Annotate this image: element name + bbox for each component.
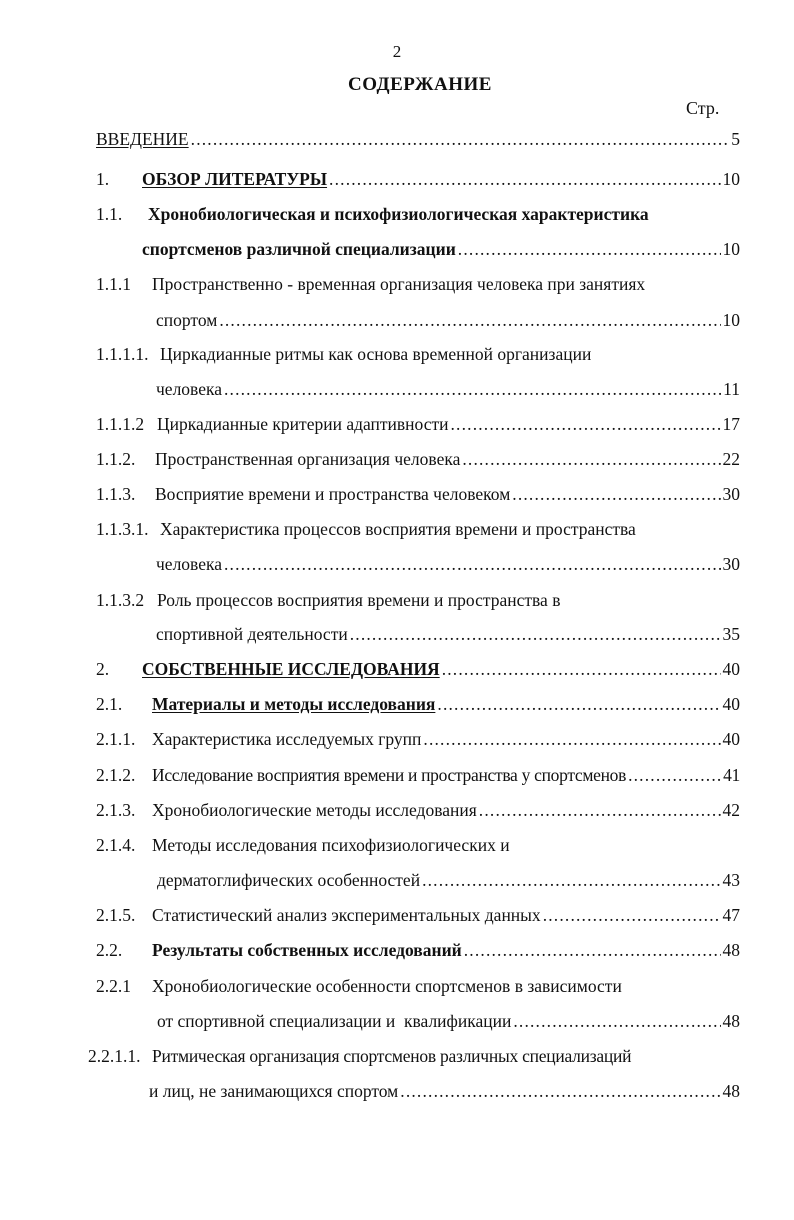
toc-entry-text: Материалы и методы исследования — [152, 694, 436, 714]
toc-entry-page: 22 — [722, 449, 740, 469]
toc-entry-text: Роль процессов восприятия времени и пространства в — [157, 590, 561, 610]
toc-entry-number: 1.1.3.1. — [96, 519, 149, 539]
toc-entry-number: 2.2. — [96, 940, 123, 960]
toc-entry-number: 1.1.2. — [96, 449, 136, 469]
toc-entry-number: 2.2.1 — [96, 976, 131, 996]
toc-entry-page: 48 — [722, 940, 740, 960]
toc-leader-dots — [479, 797, 721, 823]
toc-leader-dots — [224, 376, 721, 402]
toc-leader-dots — [423, 726, 720, 752]
toc-leader-dots — [512, 481, 720, 507]
toc-entry-text: Пространственно - временная организация человека при занятиях — [152, 274, 646, 294]
toc-entry-text: Исследование восприятия времени и пространства у спортсменов — [152, 765, 627, 785]
toc-leader-dots — [437, 691, 720, 717]
toc-entry-number: 2.1.4. — [96, 835, 136, 855]
toc-entry-page: 10 — [722, 169, 740, 189]
toc-entry-page: 42 — [722, 800, 740, 820]
toc-leader-dots — [400, 1078, 720, 1104]
toc-entry-text: Ритмическая организация спортсменов различных специализаций — [152, 1046, 632, 1066]
toc-entry-text: Хронобиологическая и психофизиологическая характеристика — [148, 204, 649, 224]
toc-entry-number: 1. — [96, 169, 110, 189]
toc-entry-text: Циркадианные ритмы как основа временной организации — [160, 344, 592, 364]
toc-entry-text: от спортивной специализации и квалификации — [157, 1011, 512, 1031]
toc-entry-number: 2.1. — [96, 694, 123, 714]
toc-entry-page: 10 — [722, 310, 740, 330]
toc-entry-page: 30 — [722, 554, 740, 574]
toc-entry-text: спортивной деятельности — [156, 624, 348, 644]
toc-leader-dots — [458, 236, 721, 262]
toc-leader-dots — [513, 1008, 720, 1034]
toc-entry-page: 48 — [722, 1011, 740, 1031]
toc-entry-text: СОБСТВЕННЫЕ ИССЛЕДОВАНИЯ — [142, 659, 440, 679]
toc-entry-page: 17 — [722, 414, 740, 434]
toc-entry-number: 2.1.2. — [96, 765, 136, 785]
toc-entry-number: 2.1.5. — [96, 905, 136, 925]
toc-entry-text: Статистический анализ экспериментальных данных — [152, 905, 541, 925]
toc-entry-page: 47 — [722, 905, 740, 925]
toc-entry-page: 11 — [723, 379, 740, 399]
toc-entry-page: 35 — [722, 624, 740, 644]
toc-entry-number: 1.1.1 — [96, 274, 131, 294]
toc-entry-text: спортом — [156, 310, 218, 330]
page-number: 2 — [392, 42, 402, 61]
toc-entry-number: 1.1.3. — [96, 484, 136, 504]
page-title: СОДЕРЖАНИЕ — [348, 74, 492, 95]
toc-entry-number: 2.1.3. — [96, 800, 136, 820]
toc-entry-page: 10 — [722, 239, 740, 259]
toc-entry-page: 43 — [722, 870, 740, 890]
toc-entry-text: Результаты собственных исследований — [152, 940, 462, 960]
toc-entry-page: 5 — [731, 129, 740, 149]
toc-entry-text: Методы исследования психофизиологических и — [152, 835, 510, 855]
toc-entry-page: 40 — [722, 659, 740, 679]
toc-entry-text: Пространственная организация человека — [155, 449, 461, 469]
toc-entry-number: 1.1.3.2 — [96, 590, 145, 610]
toc-entry-text: Хронобиологические методы исследования — [152, 800, 477, 820]
toc-entry-page: 30 — [722, 484, 740, 504]
toc-entry-text: Характеристика процессов восприятия времени и пространства — [160, 519, 636, 539]
toc-entry-text: Восприятие времени и пространства человеком — [155, 484, 511, 504]
toc-leader-dots — [329, 166, 720, 192]
toc-entry-number: 1.1. — [96, 204, 123, 224]
toc-leader-dots — [191, 126, 730, 152]
toc-entry-text: Характеристика исследуемых групп — [152, 729, 422, 749]
toc-leader-dots — [224, 551, 721, 577]
toc-entry-page: 41 — [723, 765, 740, 785]
toc-entry-number: 2.2.1.1. — [88, 1046, 141, 1066]
toc-entry-text: спортсменов различной специализации — [142, 239, 456, 259]
toc-entry-text: Циркадианные критерии адаптивности — [157, 414, 449, 434]
toc-leader-dots — [543, 902, 721, 928]
toc-entry-page: 40 — [722, 729, 740, 749]
toc-entry-page: 48 — [722, 1081, 740, 1101]
toc-leader-dots — [350, 621, 721, 647]
toc-leader-dots — [464, 937, 721, 963]
toc-entry-number: 2. — [96, 659, 110, 679]
toc-entry-text: дерматоглифических особенностей — [157, 870, 421, 890]
toc-entry-text: Хронобиологические особенности спортсменов в зависимости — [152, 976, 622, 996]
toc-entry-number: 2.1.1. — [96, 729, 136, 749]
toc-entry-text: и лиц, не занимающихся спортом — [149, 1081, 399, 1101]
toc-entry-number: 1.1.1.1. — [96, 344, 149, 364]
toc-leader-dots — [219, 307, 720, 333]
toc-leader-dots — [462, 446, 720, 472]
toc-entry-text: человека — [156, 379, 222, 399]
toc-entry-text: ОБЗОР ЛИТЕРАТУРЫ — [142, 169, 328, 189]
toc-entry-text: ВВЕДЕНИЕ — [96, 129, 189, 149]
toc-leader-dots — [442, 656, 721, 682]
page-column-label: Стр. — [686, 98, 720, 118]
toc-leader-dots — [628, 762, 721, 788]
toc-entry-number: 1.1.1.2 — [96, 414, 145, 434]
toc-entry-page: 40 — [722, 694, 740, 714]
toc-leader-dots — [451, 411, 721, 437]
toc-entry-text: человека — [156, 554, 222, 574]
toc-leader-dots — [422, 867, 720, 893]
